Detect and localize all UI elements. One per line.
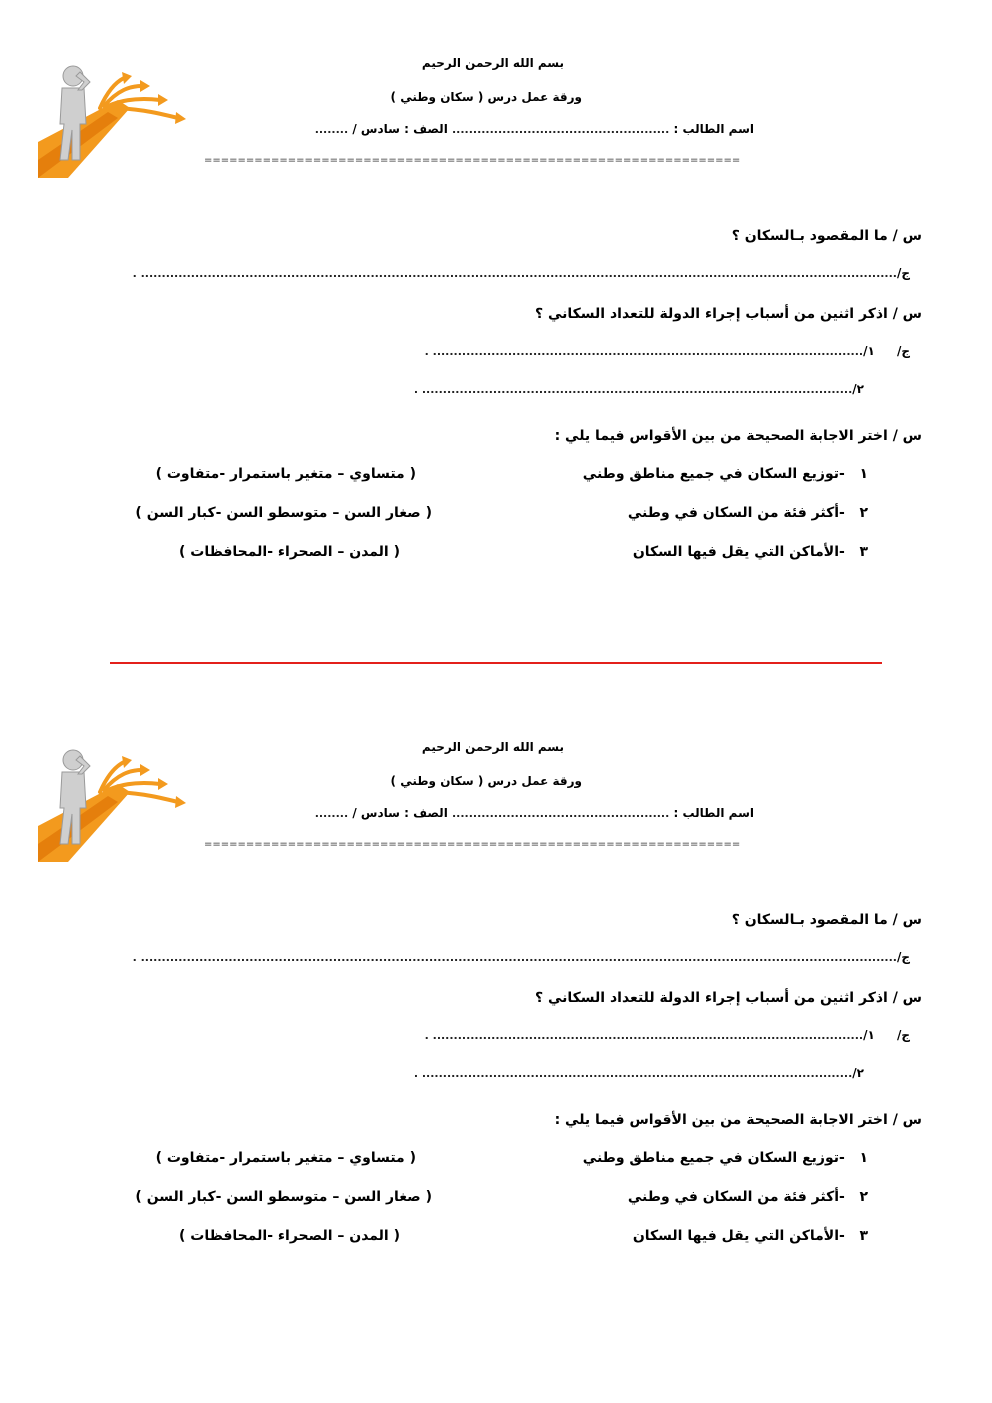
class-label: الصف : سادس / xyxy=(352,122,448,136)
question-1: س / ما المقصود بـالسكان ؟ xyxy=(731,912,922,928)
thinking-figure-crossroads-icon xyxy=(38,744,188,862)
answer-label: ج/ xyxy=(896,266,910,280)
student-name-label: اسم الطالب : xyxy=(673,806,754,820)
answer-number-1: ١/ xyxy=(863,1028,875,1042)
answer-2-line-1[interactable]: ج/ ١/....................................................................................................... . xyxy=(424,1028,910,1042)
question-1: س / ما المقصود بـالسكان ؟ xyxy=(731,228,922,244)
student-name-label: اسم الطالب : xyxy=(673,122,754,136)
answer-number-2: ٢/ xyxy=(852,382,864,396)
class-label: الصف : سادس / xyxy=(352,806,448,820)
q3-choices-3: ( المدن – الصحراء -المحافظات ) xyxy=(179,1228,400,1244)
separator: ================================================================ xyxy=(204,155,741,166)
question-2: س / اذكر اثنين من أسباب إجراء الدولة للتعداد السكاني ؟ xyxy=(534,306,922,322)
basmala: بسم الله الرحمن الرحيم xyxy=(421,56,564,70)
answer-2-line-2[interactable]: ٢/....................................................................................................... . xyxy=(413,382,864,396)
q3-choices-1: ( متساوي – متغير باستمرار -متفاوت ) xyxy=(155,1150,416,1166)
worksheet-title: ورقة عمل درس ( سكان وطني ) xyxy=(390,90,582,104)
thinking-figure-crossroads-icon xyxy=(38,60,188,178)
q3-choices-3: ( المدن – الصحراء -المحافظات ) xyxy=(179,544,400,560)
answer-number-1: ١/ xyxy=(863,344,875,358)
q3-item-1: ١ -توزيع السكان في جميع مناطق وطني xyxy=(582,466,868,482)
answer-label: ج/ xyxy=(896,1028,910,1042)
answer-2-line-1[interactable]: ج/ ١/....................................................................................................... . xyxy=(424,344,910,358)
student-name-blank[interactable]: .................................................... xyxy=(452,807,670,820)
worksheet-1 xyxy=(0,0,992,640)
q3-item-1: ١ -توزيع السكان في جميع مناطق وطني xyxy=(582,1150,868,1166)
q3-choices-1: ( متساوي – متغير باستمرار -متفاوت ) xyxy=(155,466,416,482)
student-info-line xyxy=(315,122,754,136)
answer-2-line-2[interactable]: ٢/....................................................................................................... . xyxy=(413,1066,864,1080)
question-3: س / اختر الاجابة الصحيحة من بين الأقواس فيما يلي : xyxy=(554,1112,922,1128)
answer-1-line[interactable]: ج/..................................................................................................................................................................................... . xyxy=(132,266,910,280)
answer-label: ج/ xyxy=(896,344,910,358)
class-blank[interactable]: ........ xyxy=(314,807,349,820)
question-2: س / اذكر اثنين من أسباب إجراء الدولة للتعداد السكاني ؟ xyxy=(534,990,922,1006)
q3-choices-2: ( صغار السن – متوسطو السن -كبار السن ) xyxy=(135,505,432,521)
basmala: بسم الله الرحمن الرحيم xyxy=(421,740,564,754)
worksheet-2 xyxy=(0,684,992,1324)
student-info-line xyxy=(315,806,754,820)
answer-1-line[interactable]: ج/..................................................................................................................................................................................... . xyxy=(132,950,910,964)
q3-item-2: ٢ -أكثر فئة من السكان في وطني xyxy=(627,1189,868,1205)
student-name-blank[interactable]: .................................................... xyxy=(452,123,670,136)
q3-item-3: ٣ -الأماكن التي يقل فيها السكان xyxy=(632,544,868,560)
cut-line xyxy=(110,662,882,664)
question-3: س / اختر الاجابة الصحيحة من بين الأقواس فيما يلي : xyxy=(554,428,922,444)
q3-item-2: ٢ -أكثر فئة من السكان في وطني xyxy=(627,505,868,521)
q3-item-3: ٣ -الأماكن التي يقل فيها السكان xyxy=(632,1228,868,1244)
q3-choices-2: ( صغار السن – متوسطو السن -كبار السن ) xyxy=(135,1189,432,1205)
answer-label: ج/ xyxy=(896,950,910,964)
separator: ================================================================ xyxy=(204,839,741,850)
answer-number-2: ٢/ xyxy=(852,1066,864,1080)
worksheet-title: ورقة عمل درس ( سكان وطني ) xyxy=(390,774,582,788)
class-blank[interactable]: ........ xyxy=(314,123,349,136)
